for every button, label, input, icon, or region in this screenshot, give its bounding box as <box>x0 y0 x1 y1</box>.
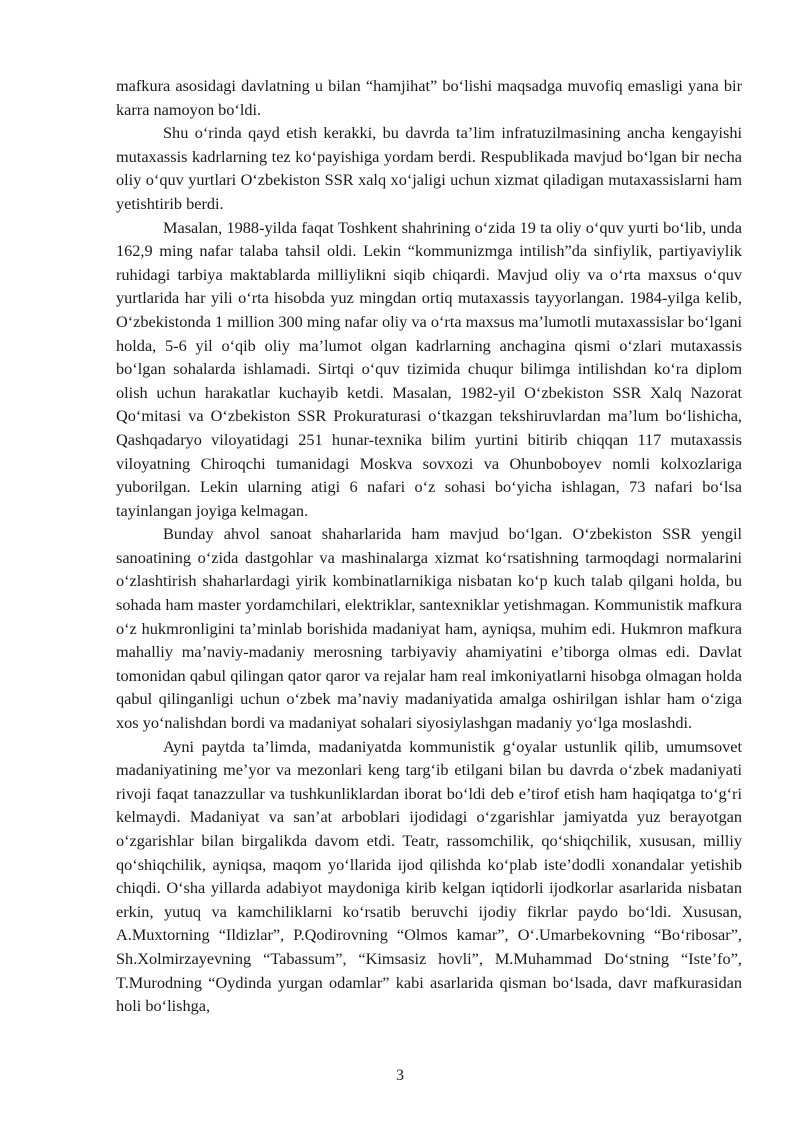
paragraph-continuation: mafkura asosidagi davlatning u bilan “hamjihat” bo‘lishi maqsadga muvofiq emasligi yana bir karra namoyon bo‘ldi. <box>116 76 742 119</box>
paragraph-culture: Ayni paytda ta’limda, madaniyatda kommunistik g‘oyalar ustunlik qilib, umumsovet madaniyatining me’yor va mezonlari keng targ‘ib etilgani bilan bu davrda o‘zbek madaniyati rivoji faqat tanazzullar va tushkunliklardan iborat bo‘ldi deb e’tirof etish ham haqiqatga to‘g‘ri kelmaydi. Madaniyat va san’at arboblari ijodidagi o‘zgarishlar jamiyatda yuz berayotgan o‘zgarishlar bilan birgalikda davom etdi. Teatr, rassomchilik, qo‘shiqchilik, xususan, milliy qo‘shiqchilik, ayniqsa, maqom yo‘llarida ijod qilishda ko‘plab iste’dodli xonandalar yetishib chiqdi. O‘sha yillarda adabiyot maydoniga kirib kelgan iqtidorli ijodkorlar asarlarida nisbatan erkin, yutuq va kamchiliklarni ko‘rsatib beruvchi ijodiy fikrlar paydo bo‘ldi. Xususan, A.Muxtorning “Ildizlar”, P.Qodirovning “Olmos kamar”, O‘.Umarbekovning “Bo‘ribosar”, Sh.Xolmirzayevning “Tabassum”, “Kimsasiz hovli”, M.Muhammad Do‘stning “Iste’fo”, T.Murodning “Oydinda yurgan odamlar” kabi asarlarida qisman bo‘lsada, davr mafkurasidan holi bo‘lishga, <box>116 736 742 1016</box>
page-number: 3 <box>396 1067 404 1084</box>
paragraph-education-infrastructure: Shu o‘rinda qayd etish kerakki, bu davrda ta’lim infratuzilmasining ancha kengayishi mutaxassis kadrlarning tez ko‘payishiga yordam berdi. Respublikada mavjud bo‘lgan bir necha oliy o‘quv yurtlari O‘zbekiston SSR xalq xo‘jaligi uchun xizmat qiladigan mutaxassislarni ham yetishtirib berdi. <box>116 123 742 213</box>
paragraph-tashkent-1988: Masalan, 1988-yilda faqat Toshkent shahrining o‘zida 19 ta oliy o‘quv yurti bo‘lib, unda 162,9 ming nafar talaba tahsil oldi. Lekin “kommunizmga intilish”da sinfiylik, partiyaviylik ruhidagi tarbiya maktablarda milliylikni siqib chiqardi. Mavjud oliy va o‘rta maxsus o‘quv yurtlarida har yili o‘rta hisobda yuz mingdan ortiq mutaxassis tayyorlangan. 1984-yilga kelib, O‘zbekistonda 1 million 300 ming nafar oliy va o‘rta maxsus ma’lumotli mutaxassislar bo‘lgani holda, 5-6 yil o‘qib oliy ma’lumot olgan kadrlarning anchagina qismi o‘zlari mutaxassis bo‘lgan sohalarda ishlamadi. Sirtqi o‘quv tizimida chuqur bilimga intilishdan ko‘ra diplom olish uchun harakatlar kuchayib ketdi. Masalan, 1982-yil O‘zbekiston SSR Xalq Nazorat Qo‘mitasi va O‘zbekiston SSR Prokuraturasi o‘tkazgan tekshiruvlardan ma’lum bo‘lishicha, Qashqadaryo viloyatidagi 251 hunar-texnika bilim yurtini bitirib chiqqan 117 mutaxassis viloyatning Chiroqchi tumanidagi Moskva sovxozi va Ohunboboyev nomli kolxozlariga yuborilgan. Lekin ularning atigi 6 nafari o‘z sohasi bo‘yicha ishlagan, 73 nafari bo‘lsa tayinlangan joyiga kelmagan. <box>116 217 742 520</box>
document-body <box>116 74 742 1018</box>
paragraph-industrial-cities: Bunday ahvol sanoat shaharlarida ham mavjud bo‘lgan. O‘zbekiston SSR yengil sanoatining o‘zida dastgohlar va mashinalarga xizmat ko‘rsatishning tarmoqdagi normalarini o‘zlashtirish shaharlardagi yirik kombinatlarnikiga nisbatan ko‘p kuch talab qilgani holda, bu sohada ham master yordamchilari, elektriklar, santexniklar yetishmagan. Kommunistik mafkura o‘z hukmronligini ta’minlab borishida madaniyat ham, ayniqsa, muhim edi. Hukmron mafkura mahalliy ma’naviy-madaniy merosning tarbiyaviy ahamiyatini e’tiborga olmas edi. Davlat tomonidan qabul qilingan qator qaror va rejalar ham real imkoniyatlarni hisobga olmagan holda qabul qilinganligi uchun o‘zbek ma’naviy madaniyatida amalga oshirilgan ishlar ham o‘ziga xos yo‘nalishdan bordi va madaniyat sohalari siyosiylashgan madaniy yo‘lga moslashdi. <box>116 524 742 733</box>
